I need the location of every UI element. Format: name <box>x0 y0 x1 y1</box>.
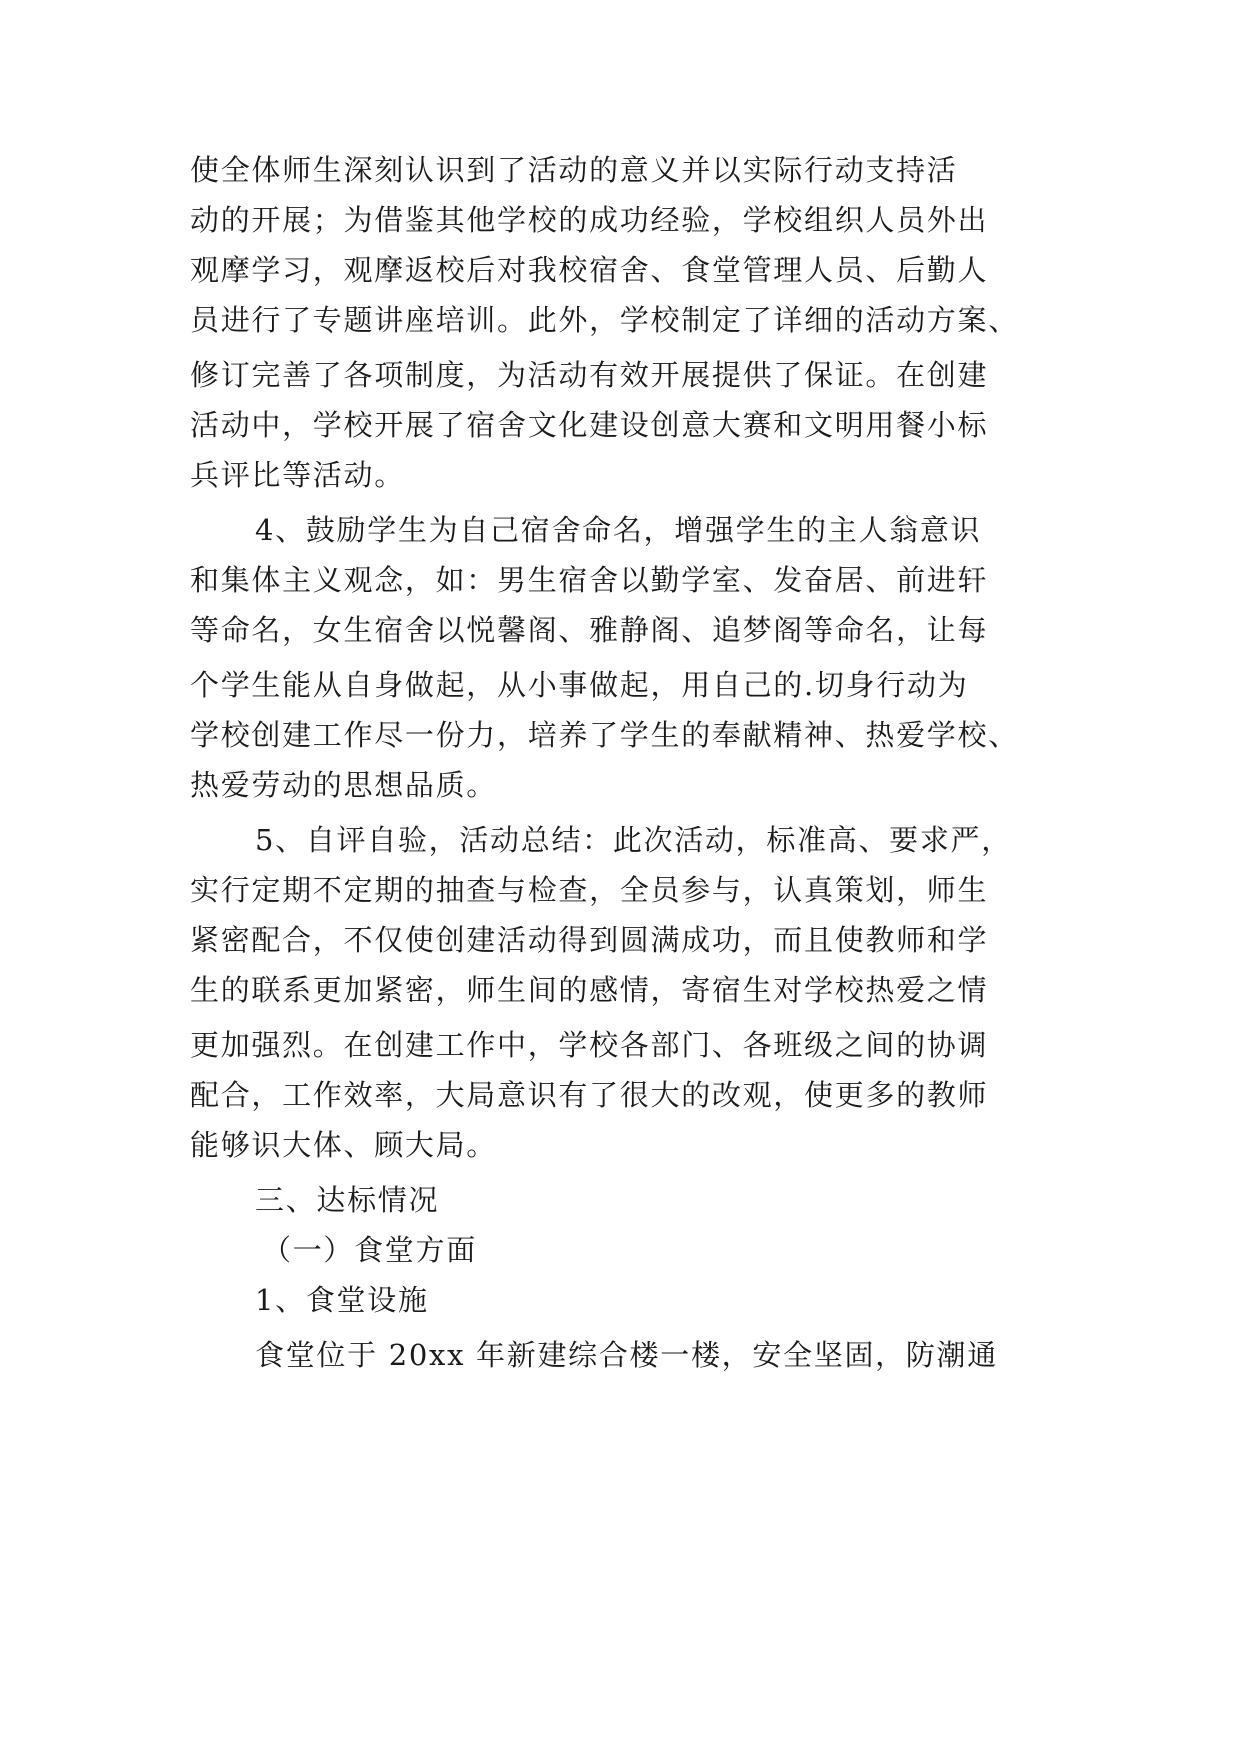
body-text-line: 员进行了专题讲座培训。此外，学校制定了详细的活动方案、 <box>190 303 1019 337</box>
body-text-line: 和集体主义观念，如：男生宿舍以勤学室、发奋居、前进轩 <box>190 563 989 597</box>
body-text-line: 学校创建工作尽一份力，培养了学生的奉献精神、热爱学校、 <box>190 718 1019 752</box>
paragraph-4-start: 4、鼓励学生为自己宿舍命名，增强学生的主人翁意识 <box>255 513 982 547</box>
paragraph-5-start: 5、自评自验，活动总结：此次活动，标准高、要求严， <box>255 823 1012 857</box>
body-text-line: 观摩学习，观摩返校后对我校宿舍、食堂管理人员、后勤人 <box>190 253 989 287</box>
item-heading: 1、食堂设施 <box>255 1283 429 1317</box>
body-text-line: 配合，工作效率，大局意识有了很大的改观，使更多的教师 <box>190 1078 989 1112</box>
body-text-line: 能够识大体、顾大局。 <box>190 1128 498 1162</box>
body-text-line: 热爱劳动的思想品质。 <box>190 768 498 802</box>
body-text-line: 更加强烈。在创建工作中，学校各部门、各班级之间的协调 <box>190 1028 989 1062</box>
body-text-line: 兵评比等活动。 <box>190 458 405 492</box>
body-text-line: 紧密配合，不仅使创建活动得到圆满成功，而且使教师和学 <box>190 923 989 957</box>
body-text-line: 修订完善了各项制度，为活动有效开展提供了保证。在创建 <box>190 358 989 392</box>
body-text-line: 食堂位于 20xx 年新建综合楼一楼，安全坚固，防潮通 <box>255 1338 998 1372</box>
subsection-heading: （一）食堂方面 <box>262 1233 477 1267</box>
section-heading: 三、达标情况 <box>255 1183 440 1217</box>
body-text-line: 动的开展；为借鉴其他学校的成功经验，学校组织人员外出 <box>190 203 989 237</box>
body-text-line: 个学生能从自身做起，从小事做起，用自己的.切身行动为 <box>190 668 969 702</box>
body-text-line: 使全体师生深刻认识到了活动的意义并以实际行动支持活 <box>190 153 958 187</box>
body-text-line: 实行定期不定期的抽查与检查，全员参与，认真策划，师生 <box>190 873 989 907</box>
body-text-line: 生的联系更加紧密，师生间的感情，寄宿生对学校热爱之情 <box>190 973 989 1007</box>
body-text-line: 等命名，女生宿舍以悦馨阁、雅静阁、追梦阁等命名，让每 <box>190 613 989 647</box>
body-text-line: 活动中，学校开展了宿舍文化建设创意大赛和文明用餐小标 <box>190 408 989 442</box>
